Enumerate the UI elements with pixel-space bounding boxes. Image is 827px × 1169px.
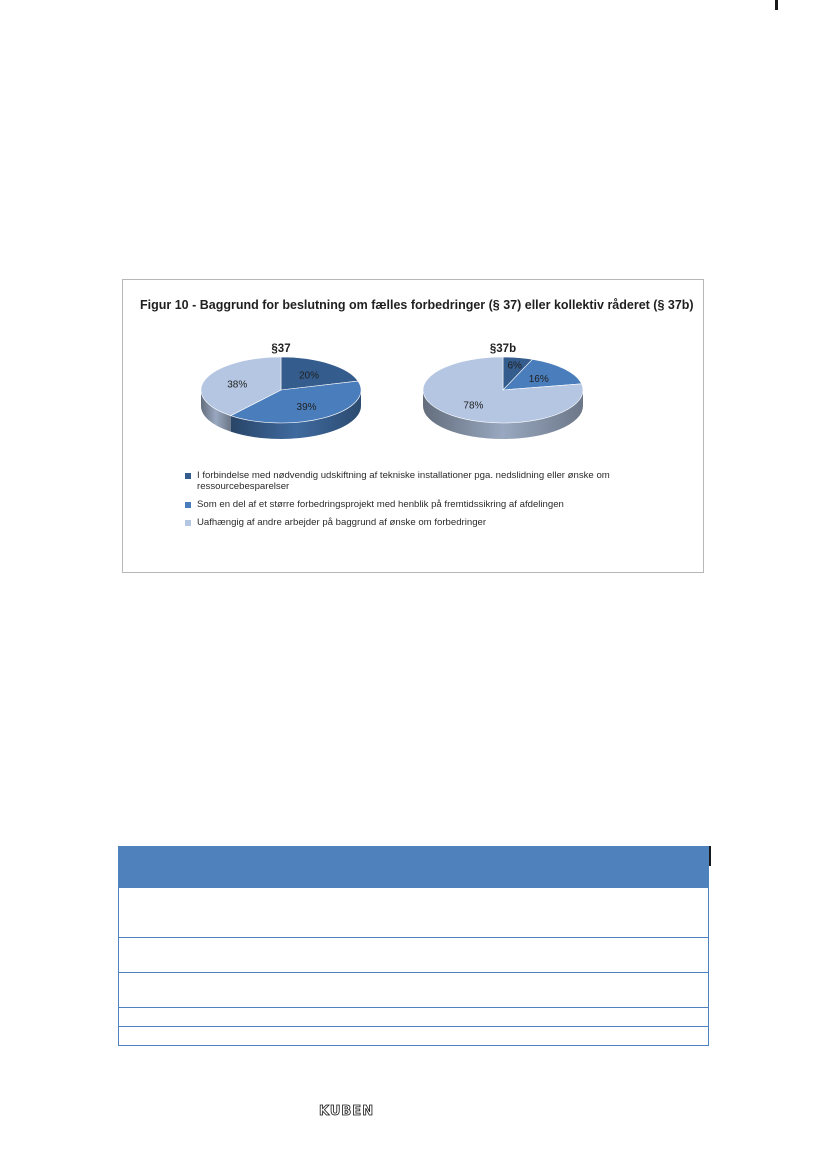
- top-edge-mark: [775, 0, 778, 10]
- pie-1-label-0: 6%: [507, 360, 522, 372]
- pie-0-label-1: 39%: [296, 401, 317, 413]
- pie-1: [423, 343, 583, 439]
- data-table: [118, 846, 709, 1046]
- figure-10: [122, 279, 704, 573]
- legend-swatch: [185, 520, 191, 526]
- pie-0-title: §37: [271, 343, 291, 355]
- figure-title: Figur 10 - Baggrund for beslutning om fælles forbedringer (§ 37) eller kollektiv råderet (§ 37b): [140, 298, 694, 312]
- pie-1-title: §37b: [489, 343, 517, 355]
- pie-0-label-0: 20%: [298, 370, 320, 382]
- table-header-edge: [709, 846, 711, 866]
- pie-1-label-2: 78%: [463, 400, 484, 412]
- table-row: [119, 887, 708, 937]
- legend: [185, 470, 685, 535]
- kuben-logo: KUBEN: [319, 1104, 375, 1119]
- legend-label: Uafhængig af andre arbejder på baggrund af ønske om forbedringer: [197, 517, 487, 528]
- pie-charts: [123, 280, 703, 460]
- legend-item-2: [185, 517, 685, 528]
- legend-swatch: [185, 473, 191, 479]
- pie-0: [201, 343, 361, 439]
- table-row: [119, 972, 708, 1007]
- legend-label: Som en del af et større forbedringsprojekt med henblik på fremtidssikring af afdelingen: [197, 499, 564, 510]
- legend-item-0: [185, 470, 685, 492]
- legend-item-1: [185, 499, 685, 510]
- legend-swatch: [185, 502, 191, 508]
- table-header: [119, 847, 708, 887]
- table-row: [119, 1007, 708, 1026]
- legend-label: I forbindelse med nødvendig udskiftning af tekniske installationer pga. nedslidning eller ønske om ressourcebesparelser: [197, 470, 610, 492]
- pie-0-label-2: 38%: [227, 379, 248, 391]
- pie-1-label-1: 16%: [528, 373, 549, 385]
- table-row: [119, 937, 708, 972]
- table-row: [119, 1026, 708, 1045]
